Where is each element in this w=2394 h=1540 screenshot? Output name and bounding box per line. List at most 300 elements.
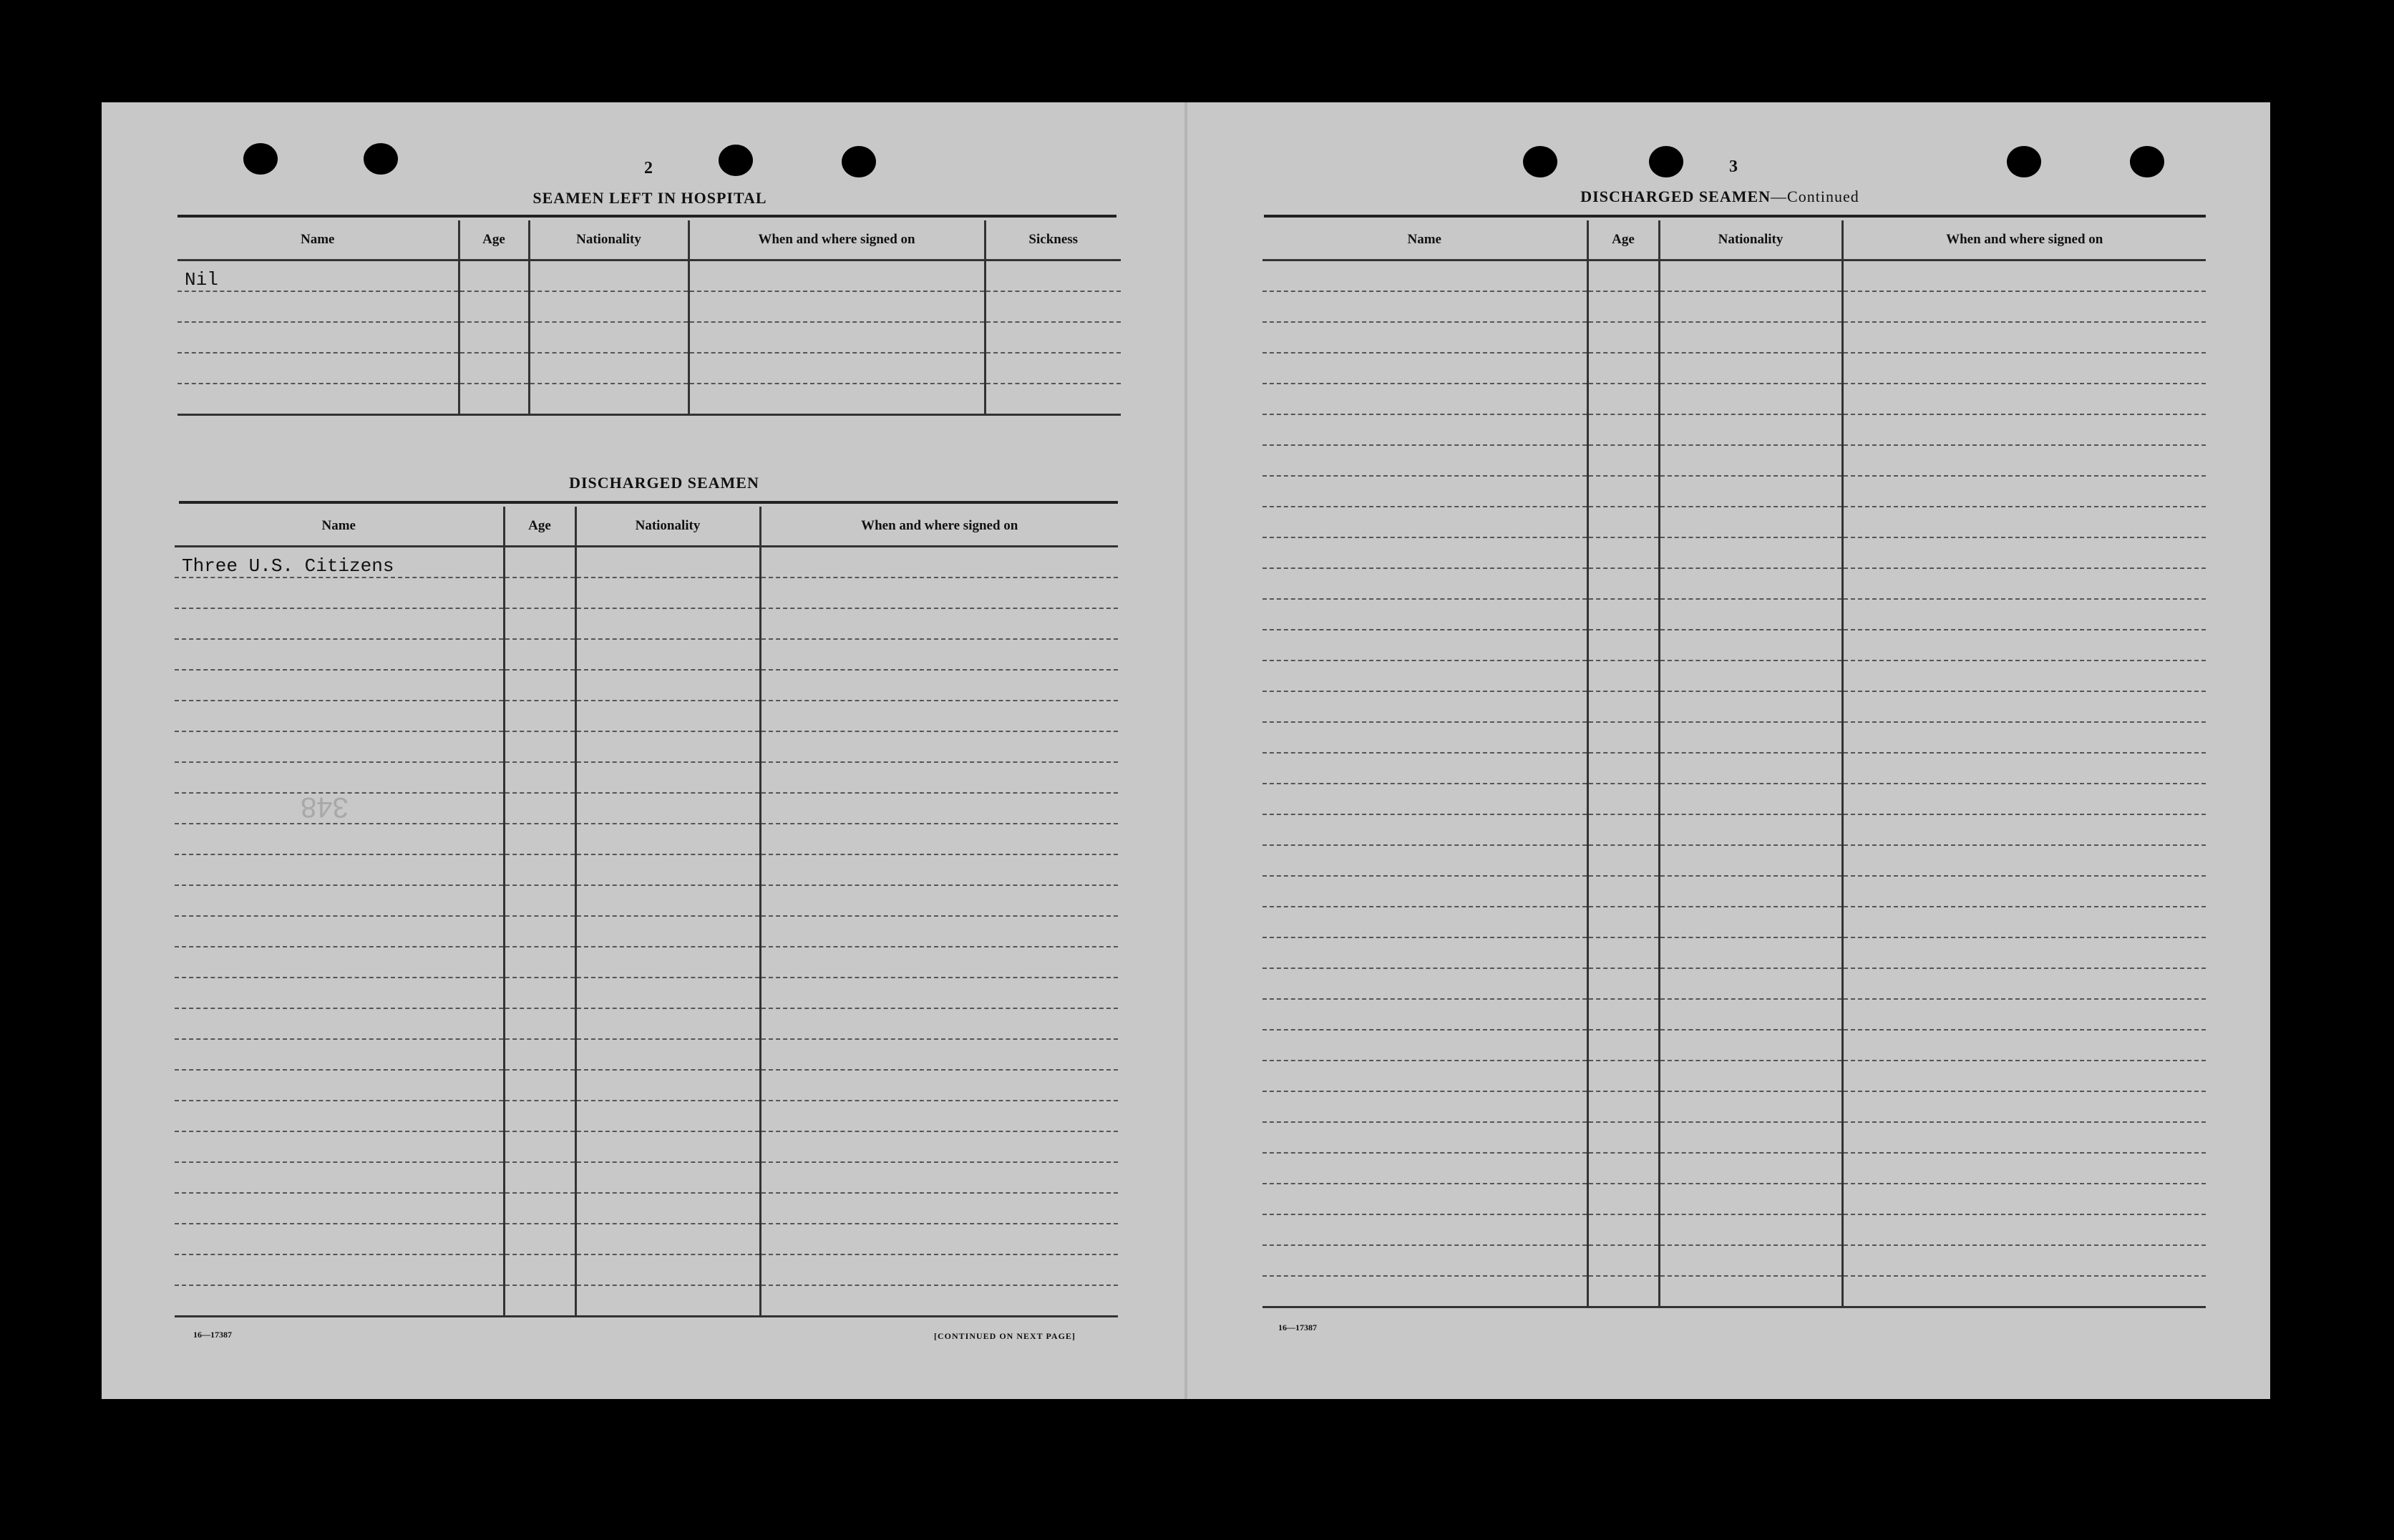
table-cell: [1587, 999, 1659, 1030]
table-cell: [760, 1131, 1118, 1162]
table-cell: [529, 384, 688, 415]
table-cell: [1842, 1153, 2206, 1184]
table-cell: [760, 916, 1118, 947]
table-cell: [177, 353, 459, 384]
table-cell: [1842, 260, 2206, 292]
table-cell: [1262, 476, 1587, 507]
discharged-section-title: DISCHARGED SEAMEN: [569, 474, 759, 492]
table-cell: [1842, 661, 2206, 691]
page-fold: [1184, 102, 1187, 1399]
table-row: [175, 824, 1118, 854]
table-cell: [688, 384, 985, 415]
table-row: [1262, 1061, 2206, 1091]
table-cell: [760, 1070, 1118, 1101]
table-cell: [1659, 353, 1842, 384]
table-cell: [175, 1162, 504, 1193]
continued-title-suffix: —Continued: [1771, 187, 1859, 205]
table-cell: [760, 547, 1118, 578]
table-cell: [1842, 414, 2206, 445]
table-cell: [1587, 1122, 1659, 1153]
table-cell: [175, 1193, 504, 1224]
table-cell: [504, 547, 575, 578]
table-cell: [1262, 1153, 1587, 1184]
table-cell: [760, 670, 1118, 701]
table-row: [1262, 1122, 2206, 1153]
table-cell: [985, 291, 1121, 322]
table-cell: [1587, 630, 1659, 661]
table-cell: [1842, 1061, 2206, 1091]
table-cell: Three U.S. Citizens: [175, 547, 504, 578]
table-cell: [1587, 1276, 1659, 1307]
table-cell: [1262, 691, 1587, 722]
table-cell: [504, 1101, 575, 1131]
table-row: [1262, 1214, 2206, 1245]
table-cell: [575, 1070, 760, 1101]
table-row: [1262, 661, 2206, 691]
discharged-table: [175, 507, 1118, 1317]
table-row: [1262, 784, 2206, 814]
table-cell: [1842, 1184, 2206, 1214]
table-cell: [1587, 937, 1659, 968]
table-cell: [1659, 384, 1842, 414]
table-cell: [504, 885, 575, 916]
table-cell: [575, 947, 760, 978]
table-row: [1262, 876, 2206, 907]
table-cell: [459, 260, 529, 292]
continued-title-main: DISCHARGED SEAMEN: [1580, 187, 1771, 205]
table-cell: [1262, 1122, 1587, 1153]
table-cell: [1587, 1061, 1659, 1091]
punch-hole: [1649, 146, 1683, 177]
table-row: [1262, 1091, 2206, 1122]
table-cell: [575, 731, 760, 762]
table-cell: [688, 291, 985, 322]
table-cell: [1842, 291, 2206, 322]
punch-hole: [364, 143, 398, 175]
table-cell: [575, 854, 760, 885]
table-cell: [1587, 1091, 1659, 1122]
table-cell: [1659, 568, 1842, 599]
table-cell: [1587, 507, 1659, 537]
table-cell: [175, 1070, 504, 1101]
table-cell: [504, 947, 575, 978]
table-cell: [504, 578, 575, 608]
table-cell: [1262, 1214, 1587, 1245]
table-cell: [760, 854, 1118, 885]
table-row: [175, 1224, 1118, 1254]
table-cell: [1587, 476, 1659, 507]
table-cell: [504, 854, 575, 885]
table-cell: [1587, 1245, 1659, 1276]
table-cell: [575, 670, 760, 701]
table-cell: [177, 291, 459, 322]
table-cell: [1842, 1214, 2206, 1245]
table-row: [1262, 568, 2206, 599]
table-cell: [1659, 1061, 1842, 1091]
column-header: Age: [504, 507, 575, 547]
table-cell: [1842, 322, 2206, 353]
table-cell: [1659, 907, 1842, 937]
punch-hole: [842, 146, 876, 177]
table-cell: [1262, 630, 1587, 661]
table-row: [175, 639, 1118, 670]
table-cell: [1262, 784, 1587, 814]
table-cell: [504, 1285, 575, 1317]
table-cell: [575, 978, 760, 1008]
table-cell: [1587, 568, 1659, 599]
table-cell: [1587, 260, 1659, 292]
table-cell: [1262, 322, 1587, 353]
table-cell: [1842, 753, 2206, 784]
table-cell: [1842, 907, 2206, 937]
table-cell: [1659, 722, 1842, 753]
table-cell: [175, 978, 504, 1008]
table-cell: [1587, 661, 1659, 691]
table-cell: [1842, 937, 2206, 968]
table-row: [1262, 1030, 2206, 1061]
punch-hole: [1523, 146, 1557, 177]
table-cell: [177, 384, 459, 415]
table-cell: [504, 701, 575, 731]
table-cell: [575, 1162, 760, 1193]
table-cell: [1659, 968, 1842, 999]
table-cell: [1262, 907, 1587, 937]
table-cell: [504, 731, 575, 762]
table-cell: [1587, 753, 1659, 784]
table-cell: [688, 260, 985, 292]
table-row: [175, 978, 1118, 1008]
table-cell: [1262, 445, 1587, 476]
table-cell: [1587, 599, 1659, 630]
table-cell: [504, 1162, 575, 1193]
table-cell: [985, 384, 1121, 415]
table-cell: [175, 916, 504, 947]
table-cell: [575, 639, 760, 670]
table-cell: [1842, 876, 2206, 907]
table-cell: [175, 947, 504, 978]
hospital-section-title: SEAMEN LEFT IN HOSPITAL: [532, 189, 767, 207]
table-cell: [1262, 353, 1587, 384]
table-cell: [1659, 414, 1842, 445]
table-row: [1262, 414, 2206, 445]
table-cell: [1262, 414, 1587, 445]
table-cell: [1262, 260, 1587, 292]
table-cell: [1587, 414, 1659, 445]
table-cell: [175, 578, 504, 608]
table-cell: [175, 1224, 504, 1254]
table-cell: [1659, 476, 1842, 507]
table-row: [1262, 1245, 2206, 1276]
table-row: [1262, 291, 2206, 322]
table-cell: [760, 608, 1118, 639]
table-cell: [1659, 1091, 1842, 1122]
punch-hole: [243, 143, 278, 175]
table-cell: [1262, 1245, 1587, 1276]
table-cell: [1262, 1276, 1587, 1307]
column-header: Name: [175, 507, 504, 547]
table-cell: [1587, 1153, 1659, 1184]
table-row: [175, 1131, 1118, 1162]
table-cell: [1262, 507, 1587, 537]
table-cell: [1262, 1091, 1587, 1122]
table-cell: [1842, 1091, 2206, 1122]
table-row: [175, 1008, 1118, 1039]
table-cell: [1659, 784, 1842, 814]
table-cell: [1842, 384, 2206, 414]
page-number-left: 2: [644, 159, 653, 177]
table-row: [1262, 937, 2206, 968]
column-header: When and where signed on: [1842, 220, 2206, 260]
table-cell: [1659, 260, 1842, 292]
table-row: [175, 1039, 1118, 1070]
table-cell: [1842, 999, 2206, 1030]
table-row: [175, 916, 1118, 947]
table-cell: [1842, 1245, 2206, 1276]
table-cell: [1659, 599, 1842, 630]
column-header: When and where signed on: [688, 220, 985, 260]
table-cell: [1587, 353, 1659, 384]
table-cell: [1262, 876, 1587, 907]
table-cell: [504, 1070, 575, 1101]
table-cell: [1587, 968, 1659, 999]
table-cell: [1587, 537, 1659, 568]
table-cell: [504, 670, 575, 701]
table-cell: [760, 762, 1118, 793]
table-cell: [459, 291, 529, 322]
table-cell: [1262, 1061, 1587, 1091]
column-header: When and where signed on: [760, 507, 1118, 547]
table-cell: [1262, 937, 1587, 968]
table-cell: [760, 1101, 1118, 1131]
form-number-left: 16—17387: [193, 1330, 232, 1340]
table-cell: [1587, 722, 1659, 753]
table-cell: [459, 384, 529, 415]
table-cell: [1659, 661, 1842, 691]
table-cell: [760, 824, 1118, 854]
continued-top-rule: [1264, 215, 2206, 218]
table-row: [1262, 599, 2206, 630]
column-header: Nationality: [529, 220, 688, 260]
table-cell: [760, 1039, 1118, 1070]
table-cell: [177, 322, 459, 353]
table-row: [1262, 722, 2206, 753]
table-cell: [1842, 722, 2206, 753]
table-cell: [1262, 537, 1587, 568]
hospital-top-rule: [177, 215, 1116, 218]
continued-section-title: [1265, 187, 2174, 206]
table-cell: [1587, 876, 1659, 907]
table-cell: [1659, 1122, 1842, 1153]
table-row: [175, 608, 1118, 639]
table-row: [1262, 353, 2206, 384]
table-cell: [1842, 537, 2206, 568]
table-cell: [175, 608, 504, 639]
table-cell: [1659, 507, 1842, 537]
table-cell: [985, 322, 1121, 353]
table-cell: [575, 1008, 760, 1039]
table-cell: [175, 639, 504, 670]
table-cell: [504, 639, 575, 670]
table-cell: [1659, 845, 1842, 876]
table-row: [175, 701, 1118, 731]
table-cell: [529, 291, 688, 322]
table-cell: [1659, 537, 1842, 568]
column-header: Age: [1587, 220, 1659, 260]
table-row: [1262, 260, 2206, 292]
table-row: [1262, 1184, 2206, 1214]
table-cell: [1659, 691, 1842, 722]
table-row: [175, 762, 1118, 793]
table-row: [175, 578, 1118, 608]
table-row: [175, 1285, 1118, 1317]
table-row: [177, 291, 1121, 322]
table-cell: [175, 885, 504, 916]
table-row: [1262, 537, 2206, 568]
table-row: [1262, 907, 2206, 937]
table-cell: [1842, 599, 2206, 630]
table-row: [1262, 1276, 2206, 1307]
table-cell: [1659, 1245, 1842, 1276]
table-cell: [1659, 937, 1842, 968]
table-cell: [760, 885, 1118, 916]
table-cell: [760, 1224, 1118, 1254]
table-cell: [985, 260, 1121, 292]
table-row: [175, 731, 1118, 762]
table-cell: [760, 978, 1118, 1008]
table-cell: [575, 793, 760, 824]
table-cell: [575, 578, 760, 608]
table-row: [1262, 384, 2206, 414]
table-cell: [1842, 445, 2206, 476]
table-cell: [1587, 784, 1659, 814]
table-cell: [1659, 753, 1842, 784]
table-cell: [760, 731, 1118, 762]
table-cell: [760, 578, 1118, 608]
table-cell: [504, 824, 575, 854]
table-cell: [1842, 568, 2206, 599]
table-cell: [1659, 1153, 1842, 1184]
table-cell: [1842, 1122, 2206, 1153]
table-cell: [175, 762, 504, 793]
table-row: [1262, 1153, 2206, 1184]
table-cell: [504, 1193, 575, 1224]
column-header: Age: [459, 220, 529, 260]
table-cell: [1659, 814, 1842, 845]
table-row: [175, 670, 1118, 701]
table-row: [175, 547, 1118, 578]
table-cell: [175, 1008, 504, 1039]
table-cell: [459, 353, 529, 384]
table-cell: [575, 547, 760, 578]
table-row: [1262, 476, 2206, 507]
column-header: Nationality: [1659, 220, 1842, 260]
table-cell: [1842, 1276, 2206, 1307]
table-row: [1262, 322, 2206, 353]
table-cell: [1262, 999, 1587, 1030]
table-cell: [575, 1193, 760, 1224]
table-cell: [1842, 968, 2206, 999]
hospital-table: [177, 220, 1121, 416]
table-row: [1262, 630, 2206, 661]
table-cell: [575, 1101, 760, 1131]
table-cell: [529, 260, 688, 292]
table-cell: [688, 353, 985, 384]
discharged-top-rule: [179, 501, 1118, 504]
table-row: [175, 1162, 1118, 1193]
table-cell: [760, 947, 1118, 978]
table-cell: [1262, 845, 1587, 876]
table-cell: [1587, 845, 1659, 876]
table-cell: [1262, 661, 1587, 691]
table-cell: [504, 1254, 575, 1285]
table-cell: [459, 322, 529, 353]
form-number-right: 16—17387: [1278, 1322, 1317, 1332]
table-cell: [1587, 907, 1659, 937]
table-cell: [1659, 999, 1842, 1030]
table-cell: [1262, 753, 1587, 784]
table-cell: [175, 1254, 504, 1285]
table-cell: [1842, 507, 2206, 537]
table-cell: [1262, 1184, 1587, 1214]
table-cell: [760, 1254, 1118, 1285]
faint-stamp: 348: [301, 791, 349, 823]
table-cell: [575, 762, 760, 793]
table-cell: [1659, 1214, 1842, 1245]
table-row: [175, 1101, 1118, 1131]
table-cell: [1587, 445, 1659, 476]
table-row: [1262, 968, 2206, 999]
table-cell: [1842, 691, 2206, 722]
table-cell: [1659, 1030, 1842, 1061]
table-cell: [760, 793, 1118, 824]
table-cell: [529, 353, 688, 384]
table-row: [1262, 753, 2206, 784]
table-cell: [1842, 353, 2206, 384]
table-cell: [175, 1285, 504, 1317]
table-cell: [504, 916, 575, 947]
table-cell: [1659, 876, 1842, 907]
table-row: [175, 885, 1118, 916]
table-cell: [1659, 322, 1842, 353]
table-cell: [1262, 291, 1587, 322]
table-row: [1262, 999, 2206, 1030]
table-cell: [1842, 784, 2206, 814]
table-cell: [504, 1039, 575, 1070]
table-row: [175, 854, 1118, 885]
table-cell: [1587, 1184, 1659, 1214]
table-cell: [760, 1285, 1118, 1317]
table-cell: [575, 1254, 760, 1285]
table-cell: [575, 1131, 760, 1162]
table-cell: [175, 1131, 504, 1162]
table-cell: [985, 353, 1121, 384]
table-cell: [1659, 291, 1842, 322]
table-cell: [1587, 322, 1659, 353]
table-cell: [1587, 814, 1659, 845]
table-cell: [1587, 291, 1659, 322]
table-row: [1262, 507, 2206, 537]
table-cell: [175, 1101, 504, 1131]
table-cell: [760, 1008, 1118, 1039]
table-cell: [760, 639, 1118, 670]
table-cell: [1659, 445, 1842, 476]
table-cell: [175, 731, 504, 762]
table-cell: [1262, 599, 1587, 630]
column-header: Name: [1262, 220, 1587, 260]
table-cell: [575, 608, 760, 639]
table-cell: [1842, 476, 2206, 507]
table-cell: [760, 701, 1118, 731]
